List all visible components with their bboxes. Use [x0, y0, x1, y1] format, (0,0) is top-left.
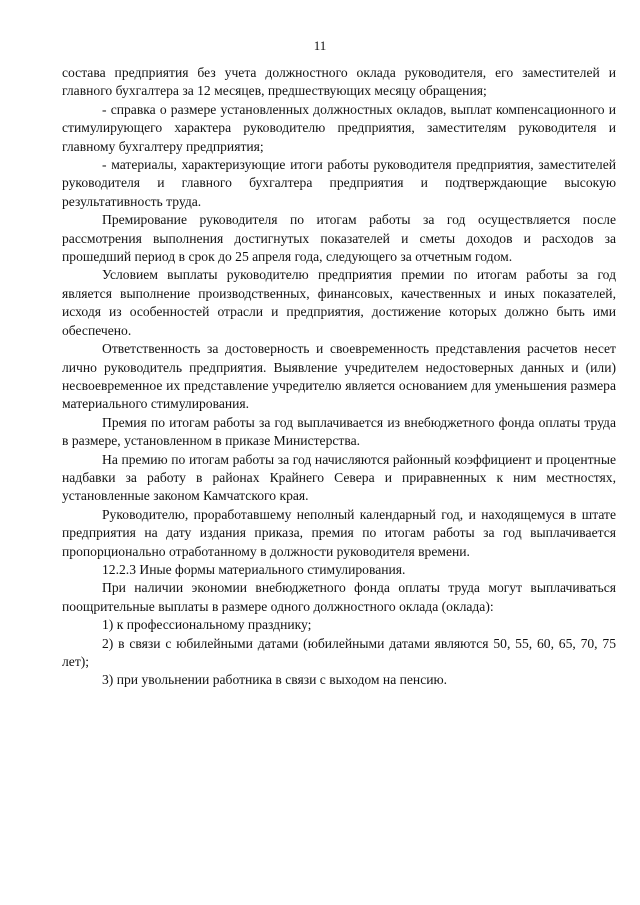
paragraph: - справка о размере установленных должностных окладов, выплат компенсационного и стимулирующего характера руководителю предприятия, заместителям руководителя и главному бухгалтеру предприятия; — [62, 101, 616, 154]
list-item: 2) в связи с юбилейными датами (юбилейными датами являются 50, 55, 60, 65, 70, 75 лет); — [62, 635, 616, 669]
paragraph: Ответственность за достоверность и своевременность представления расчетов несет лично руководитель предприятия. Выявление учредителем недостоверных данных и (или) несвоевременное их представление учредителю является основанием для уменьшения размера материального стимулирования. — [62, 341, 616, 412]
paragraph: Премия по итогам работы за год выплачивается из внебюджетного фонда оплаты труда в размере, установленном в приказе Министерства. — [62, 414, 616, 449]
paragraph: На премию по итогам работы за год начисляются районный коэффициент и процентные надбавки за работу в районах Крайнего Севера и приравненных к ним местностях, установленные законом Камчатского края. — [62, 451, 616, 504]
list-item: 3) при увольнении работника в связи с выходом на пенсию. — [102, 672, 448, 688]
section-heading: 12.2.3 Иные формы материального стимулирования. — [102, 561, 406, 577]
paragraph: Премирование руководителя по итогам работы за год осуществляется после рассмотрения выполнения достигнутых показателей и сметы доходов и расходов за прошедший период в срок до 25 апреля года, следующего за отчетным годом. — [62, 212, 616, 265]
paragraph: состава предприятия без учета должностного оклада руководителя, его заместителей и главного бухгалтера за 12 месяцев, предшествующих месяцу обращения; — [62, 65, 616, 99]
list-item: 1) к профессиональному празднику; — [102, 617, 312, 633]
document-body — [62, 64, 616, 690]
paragraph: Руководителю, проработавшему неполный календарный год, и находящемуся в штате предприятия на дату издания приказа, премия по итогам работы за год выплачивается пропорционально отработанному в должности руководителя времени. — [62, 506, 616, 559]
paragraph: Условием выплаты руководителю предприятия премии по итогам работы за год является выполнение производственных, финансовых, качественных и иных показателей, исходя из особенностей отрасли и предприятия, достижение которых должно быть ими обеспечено. — [62, 267, 616, 338]
page-number: 11 — [313, 38, 327, 53]
paragraph: При наличии экономии внебюджетного фонда оплаты труда могут выплачиваться поощрительные выплаты в размере одного должностного оклада (оклада): — [62, 580, 616, 614]
paragraph: - материалы, характеризующие итоги работы руководителя предприятия, заместителей руководителя и главного бухгалтера предприятия и подтверждающие высокую результативность труда. — [62, 157, 616, 209]
